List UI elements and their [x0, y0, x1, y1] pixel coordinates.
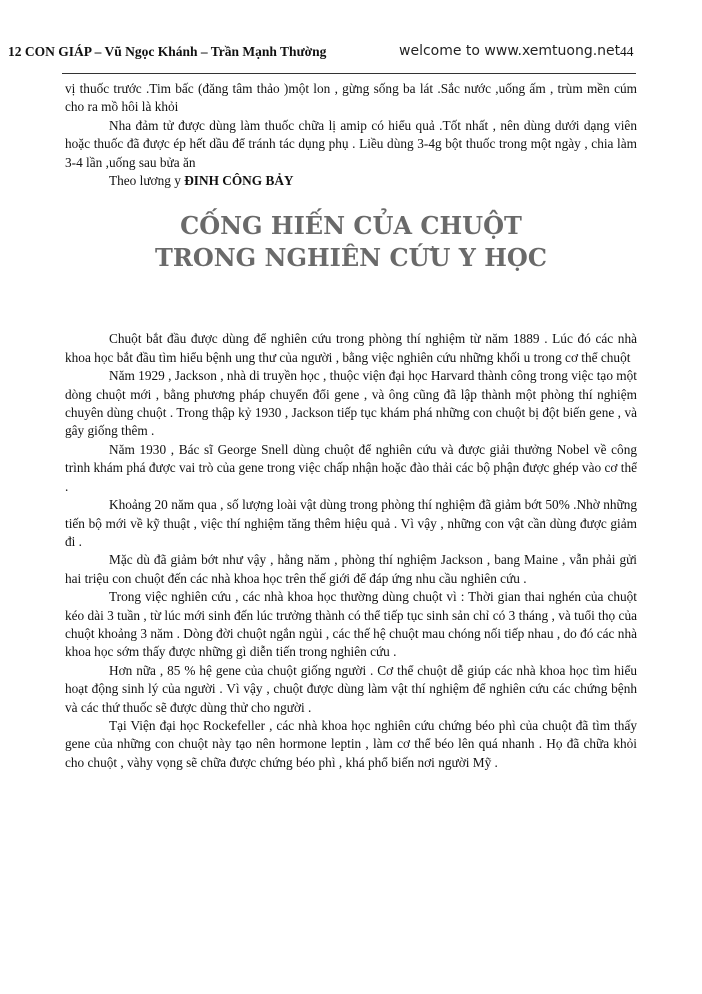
attribution [65, 172, 637, 190]
website-link[interactable]: welcome to www.xemtuong.net [399, 43, 621, 59]
article-title [65, 210, 637, 274]
page-header [0, 44, 702, 64]
article-paragraph: Tại Viện đại học Rockefeller , các nhà khoa học nghiên cứu chứng béo phì của chuột đã tìm thấy gene của những con chuột này tạo nên hormone leptin , làm cơ thể béo lên quá nhanh . Họ đã chữa khỏi cho chuột , vàhy vọng sẽ chữa được chứng béo phì , khá phổ biến nơi người Mỹ . [65, 717, 637, 770]
attribution-prefix: Theo lương y [109, 173, 181, 189]
book-title: 12 CON GIÁP – Vũ Ngọc Khánh – Trần Mạnh Thường [8, 44, 327, 59]
article-paragraph: Mặc dù đã giảm bớt như vậy , hằng năm , phòng thí nghiệm Jackson , bang Maine , vẫn phải gửi hai triệu con chuột đến các nhà khoa học trên thế giới để đáp ứng nhu cầu nghiên cứu . [65, 552, 637, 586]
article-paragraph: Chuột bắt đầu được dùng để nghiên cứu trong phòng thí nghiệm từ năm 1889 . Lúc đó các nhà khoa học bắt đầu tìm hiểu bệnh ung thư của người , bằng việc nghiên cứu những khối u trong cơ thể chuột [65, 331, 637, 365]
article-paragraph: Năm 1929 , Jackson , nhà di truyền học , thuộc viện đại học Harvard thành công trong việc tạo một dòng chuột mới , bằng phương pháp chuyển đổi gene , và ông cũng đã lập thành một phòng thí nghiệm chuyên dùng chuột . Trong thập kỷ 1930 , Jackson tiếp tục khám phá những con chuột bị đột biến gene , và gây giống thêm . [65, 368, 637, 439]
attribution-name: ĐINH CÔNG BẢY [184, 173, 294, 189]
page-number: 44 [620, 44, 634, 59]
header-divider [62, 73, 636, 74]
article-paragraph: Khoảng 20 năm qua , số lượng loài vật dùng trong phòng thí nghiệm đã giảm bớt 50% .Nhờ những tiến bộ mới về kỹ thuật , việc thí nghiệm tăng thêm hiệu quả . Vì vậy , những con vật cần dùng được giảm đi . [65, 497, 637, 549]
page-content [65, 80, 637, 772]
article-paragraph: Năm 1930 , Bác sĩ George Snell dùng chuột để nghiên cứu và được giải thưởng Nobel về công trình khám phá được vai trò của gene trong việc chấp nhận hoặc đào thải các bộ phận được ghép vào cơ thể . [65, 441, 637, 494]
intro-paragraph: vị thuốc trước .Tim bấc (đăng tâm thảo )một lon , gừng sống ba lát .Sắc nước ,uống ấm , trùm mền cúm cho ra mồ hôi là khỏi [65, 81, 637, 115]
intro-paragraph: Nha đảm tử được dùng làm thuốc chữa lị amip có hiểu quả .Tốt nhất , nên dùng dưới dạng viên hoặc thuốc đã được ép hết dầu để tránh tác dụng phụ . Liều dùng 3-4g bột thuốc trong một ngày , chia làm 3-4 lần ,uống sau bửa ăn [65, 117, 637, 170]
article-paragraph: Hơn nữa , 85 % hệ gene của chuột giống người . Cơ thể chuột dễ giúp các nhà khoa học tìm hiểu hoạt động sinh lý của người . Vì vậy , chuột được dùng làm vật thí nghiệm để nghiên cứu các chứng bệnh và các thứ thuốc sẽ được dùng thử cho người . [65, 662, 637, 715]
article-title-line-2: TRONG NGHIÊN CỨU Y HỌC [155, 243, 547, 273]
article-title-line-1: CỐNG HIẾN CỦA CHUỘT [180, 211, 522, 241]
article-paragraph: Trong việc nghiên cứu , các nhà khoa học thường dùng chuột vì : Thời gian thai nghén của chuột kéo dài 3 tuần , từ lúc mới sinh đến lúc trưởng thành có thể tiếp tục sinh sản chỉ có 3 tháng , và tuổi thọ của chuột khoảng 3 năm . Dòng đời chuột ngắn ngủi , các thế hệ chuột mau chóng nối tiếp nhau , do đó các nhà khoa học sớm thấy được những gì diễn tiến trong nghiên cứu . [65, 589, 637, 660]
spacer [65, 274, 637, 330]
